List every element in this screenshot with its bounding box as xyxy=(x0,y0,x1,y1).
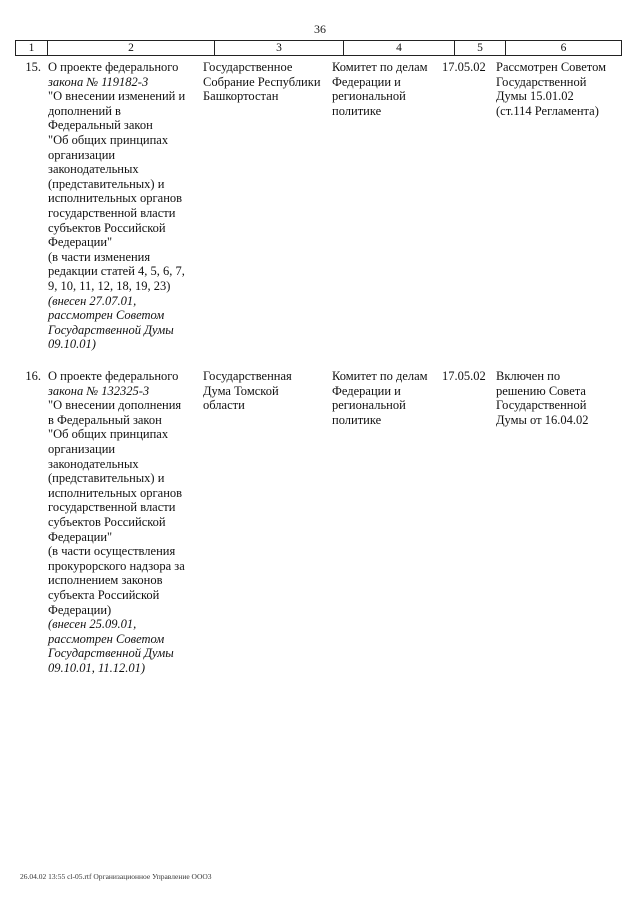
column-header-5: 5 xyxy=(454,41,505,55)
status: Включен по решению Совета Государственной Думы от 16.04.02 xyxy=(496,369,589,427)
status: Рассмотрен Советом Государственной Думы 15.01.02 (ст.114 Регламента) xyxy=(496,60,607,118)
column-header-4: 4 xyxy=(343,41,454,55)
initiator: Государственное Собрание Республики Башкортостан xyxy=(203,60,321,104)
bill-note: (внесен 25.09.01, рассмотрен Советом Государственной Думы 09.10.01, 11.12.01) xyxy=(48,617,174,675)
column-header-1: 1 xyxy=(15,41,47,55)
bill-title: О проекте федерального xyxy=(48,369,179,383)
date: 17.05.02 xyxy=(442,60,486,74)
page-number: 36 xyxy=(314,22,326,36)
column-header-6: 6 xyxy=(505,41,622,55)
column-header-2: 2 xyxy=(47,41,214,55)
bill-note: (внесен 27.07.01, рассмотрен Советом Государственной Думы 09.10.01) xyxy=(48,293,174,352)
committee: Комитет по делам Федерации и региональной политике xyxy=(332,369,428,427)
column-header-3: 3 xyxy=(214,41,343,55)
row-number: 16. xyxy=(25,369,41,383)
initiator: Государственная Дума Томской области xyxy=(203,369,292,413)
bill-number: закона № 119182-3 xyxy=(48,74,149,89)
bill-number: закона № 132325-3 xyxy=(48,383,150,398)
row-number: 15. xyxy=(25,60,41,74)
bill-title: О проекте федерального xyxy=(48,60,179,74)
bill-description: "О внесении изменений и дополнений в Федеральный закон "Об общих принципах организации законодательных (представительных) и исполнительных органов государственной власти субъектов Российской Федерации" (в части изменения редакции статей 4, 5, 6, 7, 9, 10, 11, 12, 18, 19, 23) xyxy=(48,89,186,293)
bill-description: "О внесении дополнения в Федеральный закон "Об общих принципах организации законодательных (представительных) и исполнительных органов государственной власти субъектов Российской Федерации" (в части осуществления прокурорского надзора за исполнением законов субъекта Российской Федерации) xyxy=(48,398,185,617)
committee: Комитет по делам Федерации и региональной политике xyxy=(332,60,428,118)
table-header xyxy=(15,40,622,56)
page-footer: 26.04.02 13:55 cl-05.rtf Организационное Управление ООО3 xyxy=(20,872,212,881)
date: 17.05.02 xyxy=(442,369,486,383)
